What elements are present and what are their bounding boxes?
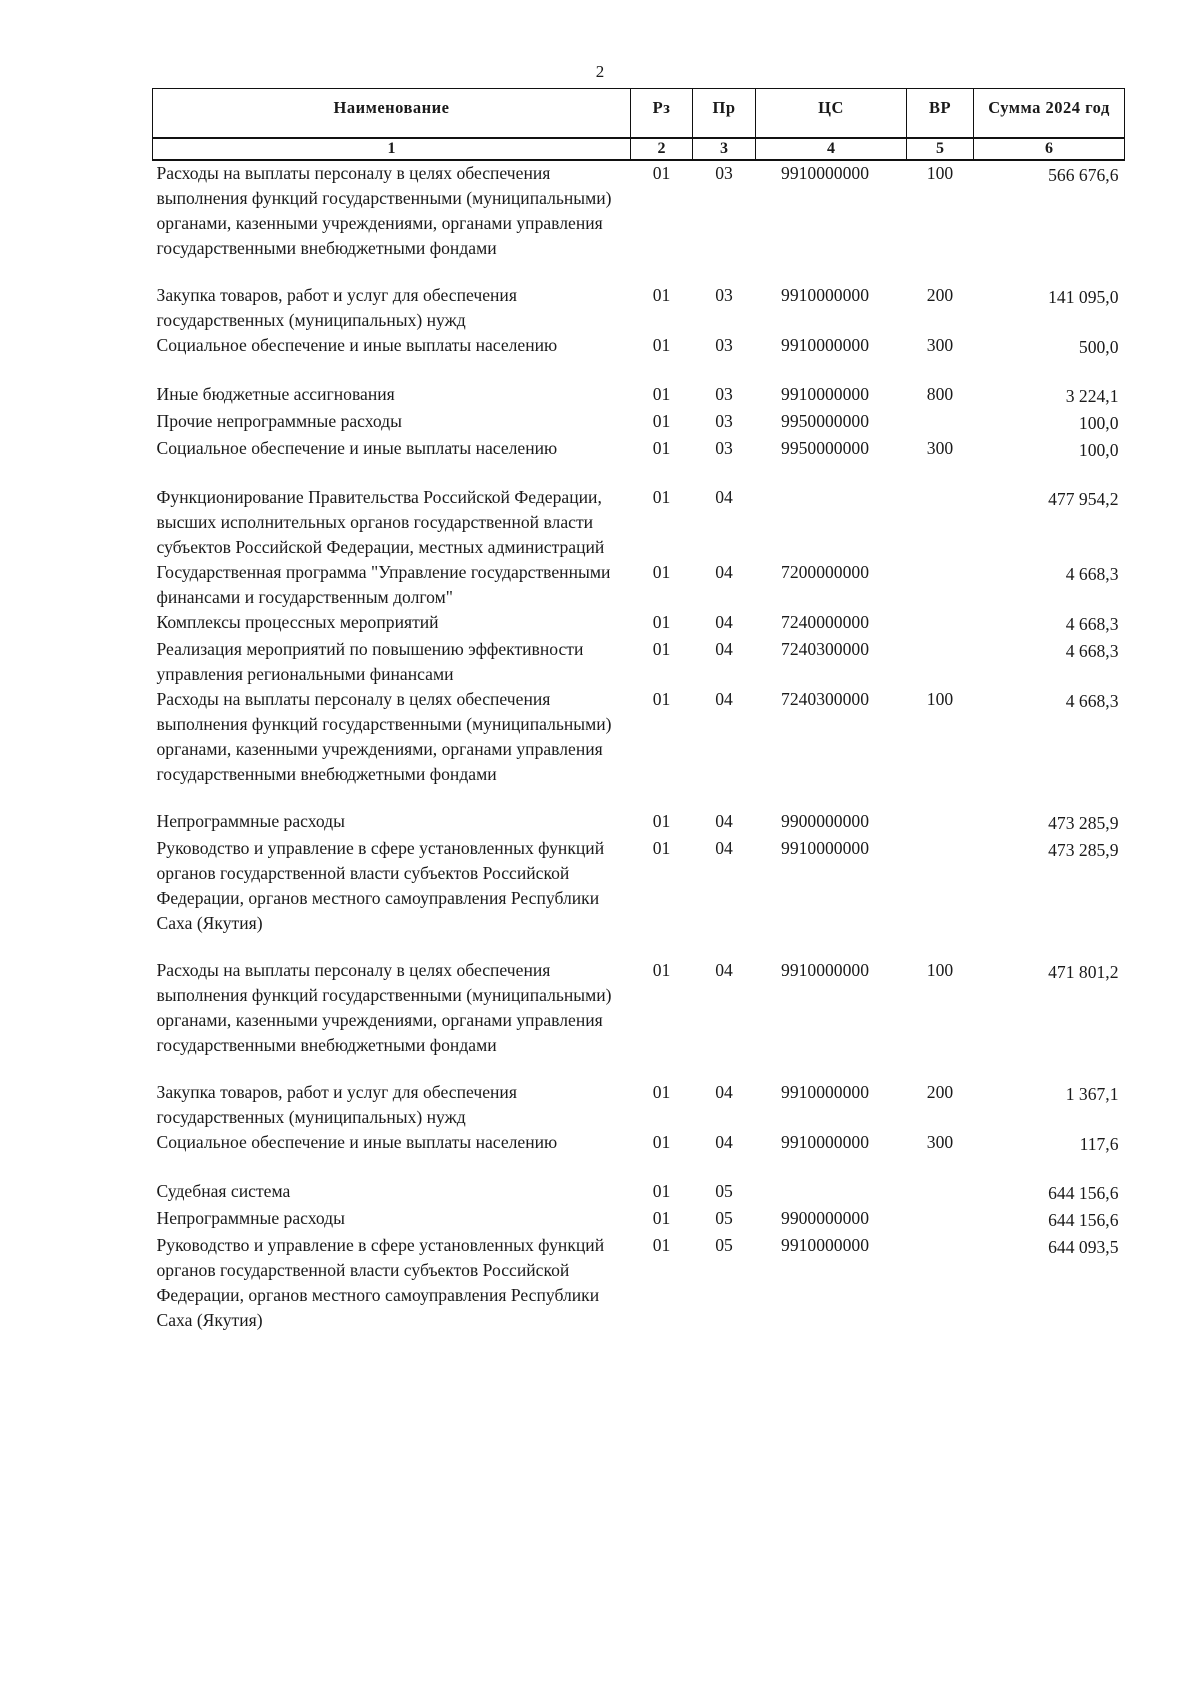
row-cs: 9910000000 bbox=[781, 960, 869, 980]
table-body bbox=[153, 160, 1125, 1333]
row-pr: 05 bbox=[715, 1235, 733, 1255]
row-rz: 01 bbox=[652, 562, 671, 582]
row-vr: 300 bbox=[926, 335, 954, 355]
row-rz: 01 bbox=[652, 811, 671, 831]
row-pr: 04 bbox=[715, 562, 733, 582]
column-number: 1 bbox=[153, 138, 631, 160]
row-vr bbox=[907, 560, 974, 610]
column-number: 6 bbox=[974, 138, 1125, 160]
table-row bbox=[153, 560, 1125, 610]
row-amount: 141 095,0 bbox=[1048, 287, 1119, 307]
row-vr bbox=[907, 1179, 974, 1206]
row-vr: 200 bbox=[926, 1082, 954, 1102]
table-row bbox=[153, 637, 1125, 687]
row-name: Государственная программа "Управление государственными финансами и государственным долгом" bbox=[156, 562, 611, 607]
row-name: Социальное обеспечение и иные выплаты населению bbox=[156, 1132, 558, 1152]
row-pr: 04 bbox=[715, 487, 733, 507]
row-vr: 100 bbox=[926, 163, 954, 183]
row-rz: 01 bbox=[652, 1132, 671, 1152]
table-row bbox=[153, 1233, 1125, 1333]
table-row bbox=[153, 1080, 1125, 1130]
row-pr: 03 bbox=[715, 384, 733, 404]
row-pr: 03 bbox=[715, 285, 733, 305]
table-row bbox=[153, 333, 1125, 382]
table-row bbox=[153, 958, 1125, 1080]
row-rz: 01 bbox=[652, 960, 671, 980]
row-cs: 9950000000 bbox=[781, 438, 869, 458]
table-row bbox=[153, 1179, 1125, 1206]
row-amount: 4 668,3 bbox=[1065, 641, 1119, 661]
row-rz: 01 bbox=[652, 689, 671, 709]
row-name: Закупка товаров, работ и услуг для обеспечения государственных (муниципальных) нужд bbox=[156, 1082, 517, 1127]
row-pr: 03 bbox=[715, 438, 733, 458]
row-rz: 01 bbox=[652, 1082, 671, 1102]
row-cs: 9900000000 bbox=[781, 1208, 869, 1228]
row-cs bbox=[756, 1179, 907, 1206]
row-pr: 04 bbox=[715, 960, 733, 980]
row-cs: 9910000000 bbox=[781, 1132, 869, 1152]
row-rz: 01 bbox=[652, 1235, 671, 1255]
row-vr: 100 bbox=[926, 689, 954, 709]
page-number: 2 bbox=[595, 62, 605, 81]
row-cs: 7240000000 bbox=[781, 612, 869, 632]
row-name: Непрограммные расходы bbox=[156, 1208, 345, 1228]
row-pr: 04 bbox=[715, 612, 733, 632]
header-rz: Рз bbox=[631, 89, 693, 139]
row-name: Социальное обеспечение и иные выплаты населению bbox=[156, 438, 558, 458]
row-amount: 477 954,2 bbox=[1048, 489, 1119, 509]
row-amount: 644 156,6 bbox=[1048, 1210, 1119, 1230]
row-pr: 03 bbox=[715, 163, 733, 183]
row-rz: 01 bbox=[652, 1208, 671, 1228]
row-cs: 9950000000 bbox=[781, 411, 869, 431]
row-rz: 01 bbox=[652, 487, 671, 507]
table-row bbox=[153, 809, 1125, 836]
row-cs: 9910000000 bbox=[781, 335, 869, 355]
row-cs: 9910000000 bbox=[781, 285, 869, 305]
header-row bbox=[153, 89, 1125, 139]
row-rz: 01 bbox=[652, 838, 671, 858]
row-rz: 01 bbox=[652, 335, 671, 355]
row-name: Непрограммные расходы bbox=[156, 811, 345, 831]
row-amount: 4 668,3 bbox=[1065, 614, 1119, 634]
row-rz: 01 bbox=[652, 411, 671, 431]
header-vr: ВР bbox=[907, 89, 974, 139]
table-row bbox=[153, 610, 1125, 637]
row-amount: 3 224,1 bbox=[1065, 386, 1119, 406]
column-number: 2 bbox=[631, 138, 693, 160]
row-pr: 05 bbox=[715, 1181, 733, 1201]
row-vr: 300 bbox=[926, 1132, 954, 1152]
row-vr bbox=[907, 637, 974, 687]
row-cs: 7200000000 bbox=[781, 562, 869, 582]
row-amount: 471 801,2 bbox=[1048, 962, 1119, 982]
row-name: Иные бюджетные ассигнования bbox=[156, 384, 395, 404]
row-name: Реализация мероприятий по повышению эффективности управления региональными финансами bbox=[156, 639, 584, 684]
row-rz: 01 bbox=[652, 1181, 671, 1201]
row-amount: 4 668,3 bbox=[1065, 691, 1119, 711]
row-amount: 100,0 bbox=[1078, 440, 1119, 460]
row-amount: 500,0 bbox=[1078, 337, 1119, 357]
row-cs: 9910000000 bbox=[781, 1082, 869, 1102]
row-amount: 4 668,3 bbox=[1065, 564, 1119, 584]
row-rz: 01 bbox=[652, 438, 671, 458]
row-cs: 9900000000 bbox=[781, 811, 869, 831]
row-vr bbox=[907, 485, 974, 560]
row-name: Руководство и управление в сфере установленных функций органов государственной власти субъектов Российской Федерации, органов местного самоуправления Республики Саха (Якутия) bbox=[156, 1235, 605, 1330]
table-row bbox=[153, 485, 1125, 560]
row-amount: 644 093,5 bbox=[1048, 1237, 1119, 1257]
table-row bbox=[153, 409, 1125, 436]
row-rz: 01 bbox=[652, 612, 671, 632]
row-name: Расходы на выплаты персоналу в целях обеспечения выполнения функций государственными (муниципальными) органами, казенными учреждениями, органами управления государственными внебюджетными фондами bbox=[156, 689, 612, 784]
budget-table bbox=[152, 88, 1125, 1333]
table-row bbox=[153, 1130, 1125, 1179]
row-pr: 04 bbox=[715, 838, 733, 858]
header-amount: Сумма 2024 год bbox=[974, 89, 1125, 139]
row-cs bbox=[756, 485, 907, 560]
row-name: Судебная система bbox=[156, 1181, 291, 1201]
row-rz: 01 bbox=[652, 639, 671, 659]
table-row bbox=[153, 436, 1125, 485]
row-pr: 04 bbox=[715, 811, 733, 831]
row-vr: 800 bbox=[926, 384, 954, 404]
row-name: Руководство и управление в сфере установленных функций органов государственной власти субъектов Российской Федерации, органов местного самоуправления Республики Саха (Якутия) bbox=[156, 838, 605, 933]
row-amount: 566 676,6 bbox=[1048, 165, 1119, 185]
table-row bbox=[153, 687, 1125, 809]
row-amount: 473 285,9 bbox=[1048, 813, 1119, 833]
row-rz: 01 bbox=[652, 285, 671, 305]
column-number-row bbox=[153, 138, 1125, 160]
row-cs: 7240300000 bbox=[781, 689, 869, 709]
row-vr bbox=[907, 836, 974, 958]
row-vr: 200 bbox=[926, 285, 954, 305]
row-vr: 100 bbox=[926, 960, 954, 980]
row-vr: 300 bbox=[926, 438, 954, 458]
row-amount: 117,6 bbox=[1079, 1134, 1119, 1154]
row-amount: 1 367,1 bbox=[1065, 1084, 1119, 1104]
table-row bbox=[153, 1206, 1125, 1233]
header-cs: ЦС bbox=[756, 89, 907, 139]
row-pr: 03 bbox=[715, 335, 733, 355]
row-amount: 473 285,9 bbox=[1048, 840, 1119, 860]
table-row bbox=[153, 283, 1125, 333]
row-name: Социальное обеспечение и иные выплаты населению bbox=[156, 335, 558, 355]
row-rz: 01 bbox=[652, 384, 671, 404]
table-row bbox=[153, 836, 1125, 958]
row-name: Функционирование Правительства Российской Федерации, высших исполнительных органов государственной власти субъектов Российской Федерации, местных администраций bbox=[156, 487, 605, 557]
row-pr: 04 bbox=[715, 689, 733, 709]
row-name: Комплексы процессных мероприятий bbox=[156, 612, 439, 632]
row-cs: 7240300000 bbox=[781, 639, 869, 659]
row-cs: 9910000000 bbox=[781, 384, 869, 404]
row-pr: 05 bbox=[715, 1208, 733, 1228]
row-vr bbox=[907, 809, 974, 836]
header-name: Наименование bbox=[153, 89, 631, 139]
row-pr: 04 bbox=[715, 1082, 733, 1102]
row-name: Расходы на выплаты персоналу в целях обеспечения выполнения функций государственными (муниципальными) органами, казенными учреждениями, органами управления государственными внебюджетными фондами bbox=[156, 163, 612, 258]
row-pr: 04 bbox=[715, 639, 733, 659]
row-name: Расходы на выплаты персоналу в целях обеспечения выполнения функций государственными (муниципальными) органами, казенными учреждениями, органами управления государственными внебюджетными фондами bbox=[156, 960, 612, 1055]
header-pr: Пр bbox=[693, 89, 756, 139]
table-row bbox=[153, 382, 1125, 409]
table-row bbox=[153, 160, 1125, 283]
column-number: 3 bbox=[693, 138, 756, 160]
row-name: Закупка товаров, работ и услуг для обеспечения государственных (муниципальных) нужд bbox=[156, 285, 517, 330]
row-cs: 9910000000 bbox=[781, 1235, 869, 1255]
row-vr bbox=[907, 409, 974, 436]
row-amount: 644 156,6 bbox=[1048, 1183, 1119, 1203]
row-vr bbox=[907, 1233, 974, 1333]
row-pr: 03 bbox=[715, 411, 733, 431]
row-pr: 04 bbox=[715, 1132, 733, 1152]
row-cs: 9910000000 bbox=[781, 163, 869, 183]
row-vr bbox=[907, 610, 974, 637]
row-cs: 9910000000 bbox=[781, 838, 869, 858]
row-name: Прочие непрограммные расходы bbox=[156, 411, 402, 431]
row-amount: 100,0 bbox=[1078, 413, 1119, 433]
row-rz: 01 bbox=[652, 163, 671, 183]
row-vr bbox=[907, 1206, 974, 1233]
column-number: 4 bbox=[756, 138, 907, 160]
column-number: 5 bbox=[907, 138, 974, 160]
